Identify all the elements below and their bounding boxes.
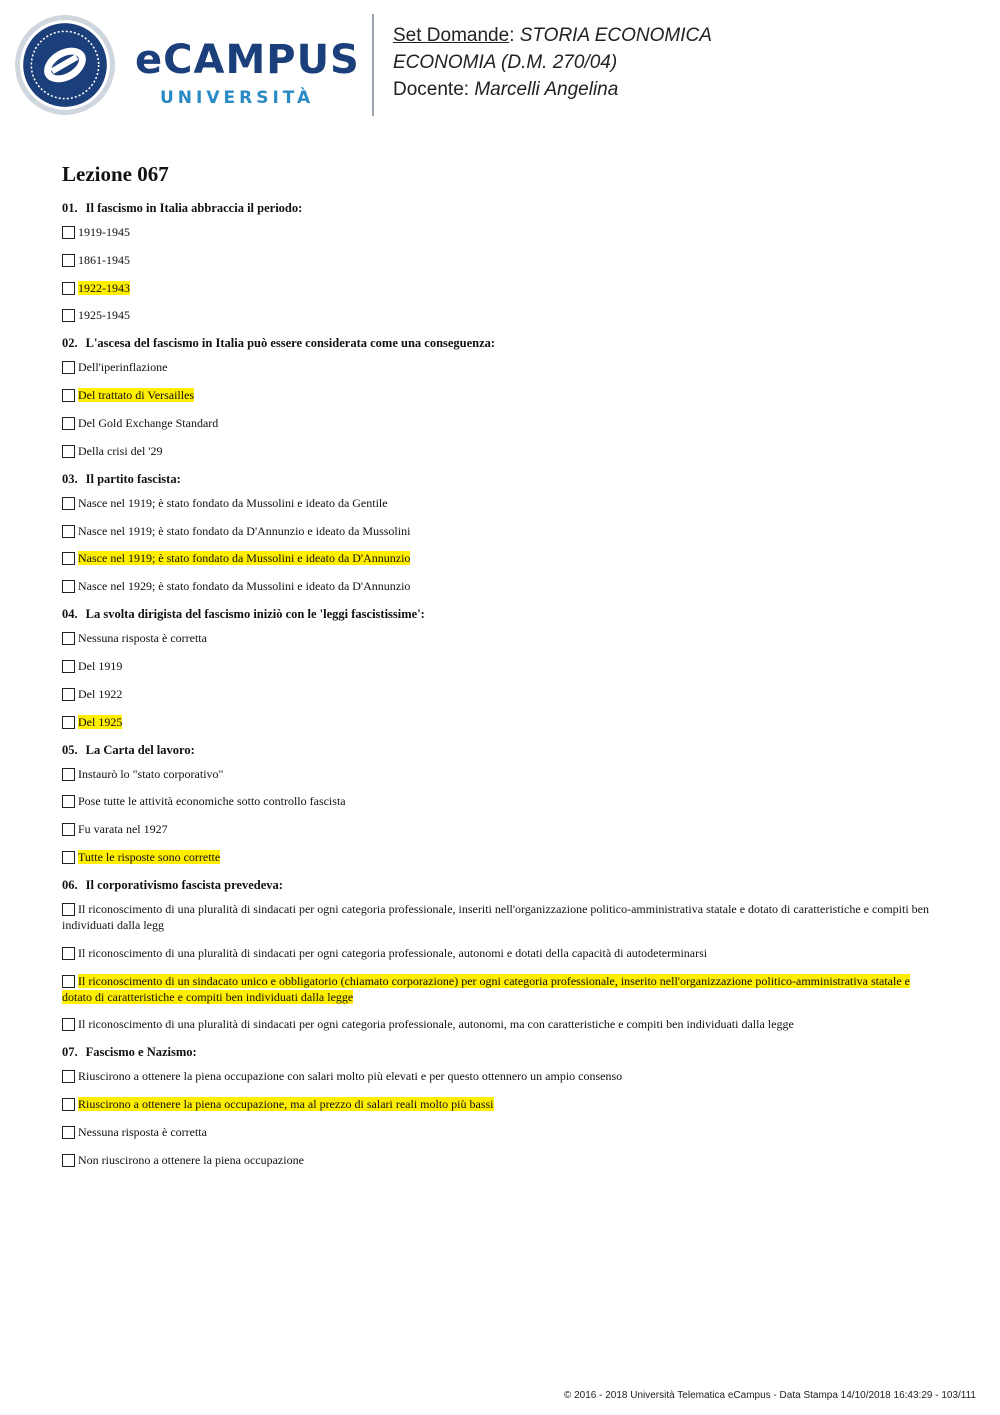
question-title — [62, 471, 942, 487]
question-list — [62, 200, 942, 1168]
teacher-line — [393, 76, 712, 103]
correct-answer-text: Riuscirono a ottenere la piena occupazione, ma al prezzo di salari reali molto più bassi — [78, 1097, 494, 1112]
question-number: 04. — [62, 607, 78, 622]
answer-text: Instaurò lo "stato corporativo" — [78, 766, 224, 781]
correct-answer-text: Il riconoscimento di un sindacato unico e obbligatorio (chiamato corporazione) per ogni categoria professionale, inserito nell'organizzazione politico-amministrativa statale e dotato di caratteristiche e compiti ben individuati dalla legge — [62, 973, 910, 1004]
ecampus-wordmark: eCAMPUS — [135, 37, 360, 83]
question-number: 05. — [62, 742, 78, 757]
answer-option — [62, 658, 942, 674]
checkbox-icon[interactable] — [62, 580, 75, 593]
question-07 — [62, 1044, 942, 1167]
question-title — [62, 877, 942, 893]
answer-option — [62, 1152, 942, 1168]
answer-option — [62, 1124, 942, 1140]
question-title — [62, 335, 942, 351]
checkbox-icon[interactable] — [62, 282, 75, 295]
answer-text: 1861-1945 — [78, 252, 130, 267]
answer-text: Nessuna risposta è corretta — [78, 631, 207, 646]
answer-text: Il riconoscimento di una pluralità di sindacati per ogni categoria professionale, autonomi, ma con caratteristiche e compiti ben individuati dalla legge — [78, 1017, 794, 1032]
checkbox-icon[interactable] — [62, 632, 75, 645]
questions-content — [62, 160, 942, 1180]
answer-option — [62, 1096, 942, 1112]
answer-option — [62, 630, 942, 646]
question-02 — [62, 335, 942, 458]
checkbox-icon[interactable] — [62, 1018, 75, 1031]
checkbox-icon[interactable] — [62, 525, 75, 538]
answer-text: Il riconoscimento di una pluralità di sindacati per ogni categoria professionale, autonomi e dotati della capacità di autodeterminarsi — [78, 945, 708, 960]
checkbox-icon[interactable] — [62, 903, 75, 916]
checkbox-icon[interactable] — [62, 309, 75, 322]
answer-text: 1919-1945 — [78, 225, 130, 239]
answer-option — [62, 1016, 942, 1032]
question-title — [62, 1044, 942, 1060]
checkbox-icon[interactable] — [62, 768, 75, 781]
question-06 — [62, 877, 942, 1032]
question-number: 07. — [62, 1045, 78, 1060]
question-title — [62, 742, 942, 758]
question-number: 06. — [62, 877, 78, 892]
answer-text: Non riuscirono a ottenere la piena occupazione — [78, 1152, 304, 1167]
answer-option — [62, 280, 942, 296]
answer-option — [62, 578, 942, 594]
answer-option — [62, 495, 942, 511]
answer-option — [62, 307, 942, 323]
answer-option — [62, 945, 942, 961]
checkbox-icon[interactable] — [62, 552, 75, 565]
question-text: La svolta dirigista del fascismo iniziò con le 'leggi fascistissime': — [85, 607, 425, 622]
correct-answer-text: Del trattato di Versailles — [78, 388, 195, 403]
answer-text: Fu varata nel 1927 — [78, 822, 168, 837]
set-value-2: ECONOMIA (D.M. 270/04) — [393, 52, 618, 73]
answer-option — [62, 523, 942, 539]
checkbox-icon[interactable] — [62, 716, 75, 729]
set-info — [393, 22, 712, 103]
correct-answer-text: Del 1925 — [78, 714, 123, 729]
checkbox-icon[interactable] — [62, 975, 75, 988]
answer-text: Nessuna risposta è corretta — [78, 1124, 207, 1139]
answer-option — [62, 821, 942, 837]
checkbox-icon[interactable] — [62, 1098, 75, 1111]
page-header — [0, 0, 1000, 130]
answer-option — [62, 793, 942, 809]
checkbox-icon[interactable] — [62, 795, 75, 808]
answer-text: Del 1919 — [78, 658, 123, 673]
question-number: 02. — [62, 336, 78, 351]
checkbox-icon[interactable] — [62, 254, 75, 267]
set-label: Set Domande — [393, 25, 510, 46]
question-text: Il corporativismo fascista prevedeva: — [85, 877, 283, 892]
answer-option — [62, 415, 942, 431]
set-line-1: Set Domande: STORIA ECONOMICA — [393, 25, 712, 46]
answer-text: Del 1922 — [78, 686, 123, 701]
question-03 — [62, 471, 942, 594]
question-text: La Carta del lavoro: — [85, 742, 195, 757]
question-04 — [62, 606, 942, 729]
question-text: Fascismo e Nazismo: — [85, 1045, 197, 1060]
answer-option — [62, 252, 942, 268]
set-value-1: STORIA ECONOMICA — [519, 25, 712, 46]
checkbox-icon[interactable] — [62, 851, 75, 864]
answer-option — [62, 901, 942, 933]
answer-option — [62, 387, 942, 403]
checkbox-icon[interactable] — [62, 1070, 75, 1083]
question-text: Il partito fascista: — [85, 471, 181, 486]
checkbox-icon[interactable] — [62, 1154, 75, 1167]
ecampus-seal-logo — [14, 14, 116, 116]
teacher-label: Docente: — [393, 79, 475, 100]
checkbox-icon[interactable] — [62, 497, 75, 510]
correct-answer-text: Nasce nel 1919; è stato fondato da Mussolini e ideato da D'Annunzio — [78, 551, 411, 566]
answer-option — [62, 849, 942, 865]
checkbox-icon[interactable] — [62, 361, 75, 374]
checkbox-icon[interactable] — [62, 445, 75, 458]
answer-text: Pose tutte le attività economiche sotto controllo fascista — [78, 794, 346, 809]
header-divider — [372, 14, 374, 116]
checkbox-icon[interactable] — [62, 660, 75, 673]
answer-option — [62, 443, 942, 459]
correct-answer-text: 1922-1943 — [78, 280, 130, 295]
answer-option — [62, 714, 942, 730]
answer-text: Il riconoscimento di una pluralità di sindacati per ogni categoria professionale, inseriti nell'organizzazione politico-amministrativa statale e dotato di caratteristiche e compiti ben individuati dalla legg — [62, 901, 929, 932]
checkbox-icon[interactable] — [62, 389, 75, 402]
correct-answer-text: Tutte le risposte sono corrette — [78, 849, 221, 864]
answer-text: Nasce nel 1919; è stato fondato da D'Annunzio e ideato da Mussolini — [78, 523, 411, 538]
universita-wordmark: UNIVERSITÀ — [160, 88, 315, 108]
checkbox-icon[interactable] — [62, 417, 75, 430]
page-footer: © 2016 - 2018 Università Telematica eCampus - Data Stampa 14/10/2018 16:43:29 - 103/111 — [563, 1390, 976, 1401]
answer-option — [62, 973, 942, 1005]
answer-option — [62, 1068, 942, 1084]
answer-text: Riuscirono a ottenere la piena occupazione con salari molto più elevati e per questo ottennero un ampio consenso — [78, 1069, 623, 1084]
set-line-2 — [393, 49, 712, 76]
lesson-title: Lezione 067 — [62, 162, 169, 186]
answer-text: Dell'iperinflazione — [78, 360, 168, 375]
checkbox-icon[interactable] — [62, 226, 75, 239]
answer-text: Nasce nel 1929; è stato fondato da Mussolini e ideato da D'Annunzio — [78, 579, 411, 594]
answer-option — [62, 359, 942, 375]
answer-text: Della crisi del '29 — [78, 443, 163, 458]
teacher-name: Marcelli Angelina — [474, 79, 619, 100]
question-title — [62, 200, 942, 216]
checkbox-icon[interactable] — [62, 947, 75, 960]
answer-option — [62, 686, 942, 702]
answer-text: Nasce nel 1919; è stato fondato da Mussolini e ideato da Gentile — [78, 495, 388, 510]
question-text: Il fascismo in Italia abbraccia il periodo: — [85, 201, 303, 215]
question-title — [62, 606, 942, 622]
checkbox-icon[interactable] — [62, 1126, 75, 1139]
answer-option — [62, 766, 942, 782]
answer-text: 1925-1945 — [78, 308, 130, 323]
question-05 — [62, 742, 942, 865]
question-01 — [62, 200, 942, 323]
checkbox-icon[interactable] — [62, 688, 75, 701]
question-number: 01. — [62, 201, 78, 215]
answer-option — [62, 224, 942, 240]
answer-option — [62, 550, 942, 566]
question-text: L'ascesa del fascismo in Italia può essere considerata come una conseguenza: — [85, 336, 496, 351]
question-number: 03. — [62, 471, 78, 486]
checkbox-icon[interactable] — [62, 823, 75, 836]
answer-text: Del Gold Exchange Standard — [78, 415, 219, 430]
